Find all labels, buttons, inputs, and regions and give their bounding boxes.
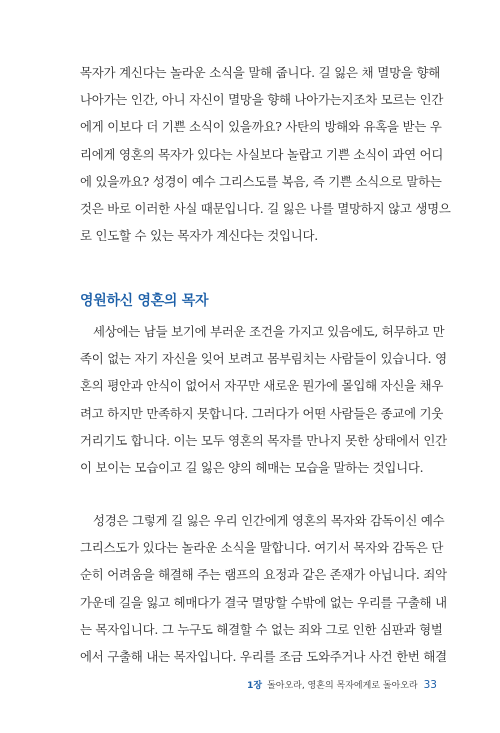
paragraph-line: 에서 구출해 내는 목자입니다. 우리를 조금 도와주거나 사건 한번 해결 (80, 649, 447, 665)
paragraph-line: 나아가는 인간, 아니 자신이 멸망을 향해 나아가는지조차 모르는 인간 (80, 92, 444, 108)
paragraph-1 (80, 59, 451, 249)
paragraph-line: 로 인도할 수 있는 목자가 계신다는 것입니다. (80, 228, 319, 244)
paragraph-line: 거리기도 합니다. 이는 모두 영혼의 목자를 만나지 못한 상태에서 인간 (80, 432, 447, 448)
paragraph-line: 이 보이는 모습이고 길 잃은 양의 헤매는 모습을 말하는 것입니다. (80, 460, 424, 476)
paragraph-line: 성경은 그렇게 길 잃은 우리 인간에게 영혼의 목자와 감독이신 예수 (93, 513, 445, 528)
chapter-label: 1장 (247, 681, 263, 691)
paragraph-2 (80, 318, 447, 481)
page-footer (247, 678, 437, 691)
paragraph-line: 세상에는 남들 보기에 부러운 조건을 가지고 있음에도, 허무하고 만 (93, 324, 445, 339)
paragraph-line: 가운데 길을 잃고 헤매다가 결국 멸망할 수밖에 없는 우리를 구출해 내 (80, 594, 447, 610)
paragraph-line: 려고 하지만 만족하지 못합니다. 그러다가 어떤 사람들은 종교에 기웃 (80, 405, 444, 421)
page-number: 33 (423, 679, 437, 691)
paragraph-line: 에 있을까요? 성경이 예수 그리스도를 복음, 즉 기쁜 소식으로 말하는 (80, 173, 442, 189)
paragraph-3 (80, 507, 447, 670)
paragraph-line: 족이 없는 자기 자신을 잊어 보려고 몸부림치는 사람들이 있습니다. 영 (80, 351, 447, 367)
paragraph-line: 리에게 영혼의 목자가 있다는 사실보다 놀랍고 기쁜 소식이 과연 어디 (80, 146, 444, 162)
paragraph-line: 순히 어려움을 해결해 주는 램프의 요정과 같은 존재가 아닙니다. 죄악 (80, 567, 447, 583)
chapter-title: 돌아오라, 영혼의 목자에게로 돌아오라 (267, 681, 418, 691)
section-heading: 영원하신 영혼의 목자 (80, 293, 209, 309)
paragraph-line: 목자가 계신다는 놀라운 소식을 말해 줍니다. 길 잃은 채 멸망을 향해 (80, 65, 440, 80)
paragraph-line: 그리스도가 있다는 놀라운 소식을 말합니다. 여기서 목자와 감독은 단 (80, 540, 444, 556)
paragraph-line: 것은 바로 이러한 사실 때문입니다. 길 잃은 나를 멸망하지 않고 생명으 (80, 201, 451, 217)
paragraph-line: 는 목자입니다. 그 누구도 해결할 수 없는 죄와 그로 인한 심판과 형벌 (80, 621, 443, 637)
paragraph-line: 에게 이보다 더 기쁜 소식이 있을까요? 사탄의 방해와 유혹을 받는 우 (80, 119, 442, 135)
paragraph-line: 혼의 평안과 안식이 없어서 자꾸만 새로운 뭔가에 몰입해 자신을 채우 (80, 378, 444, 394)
